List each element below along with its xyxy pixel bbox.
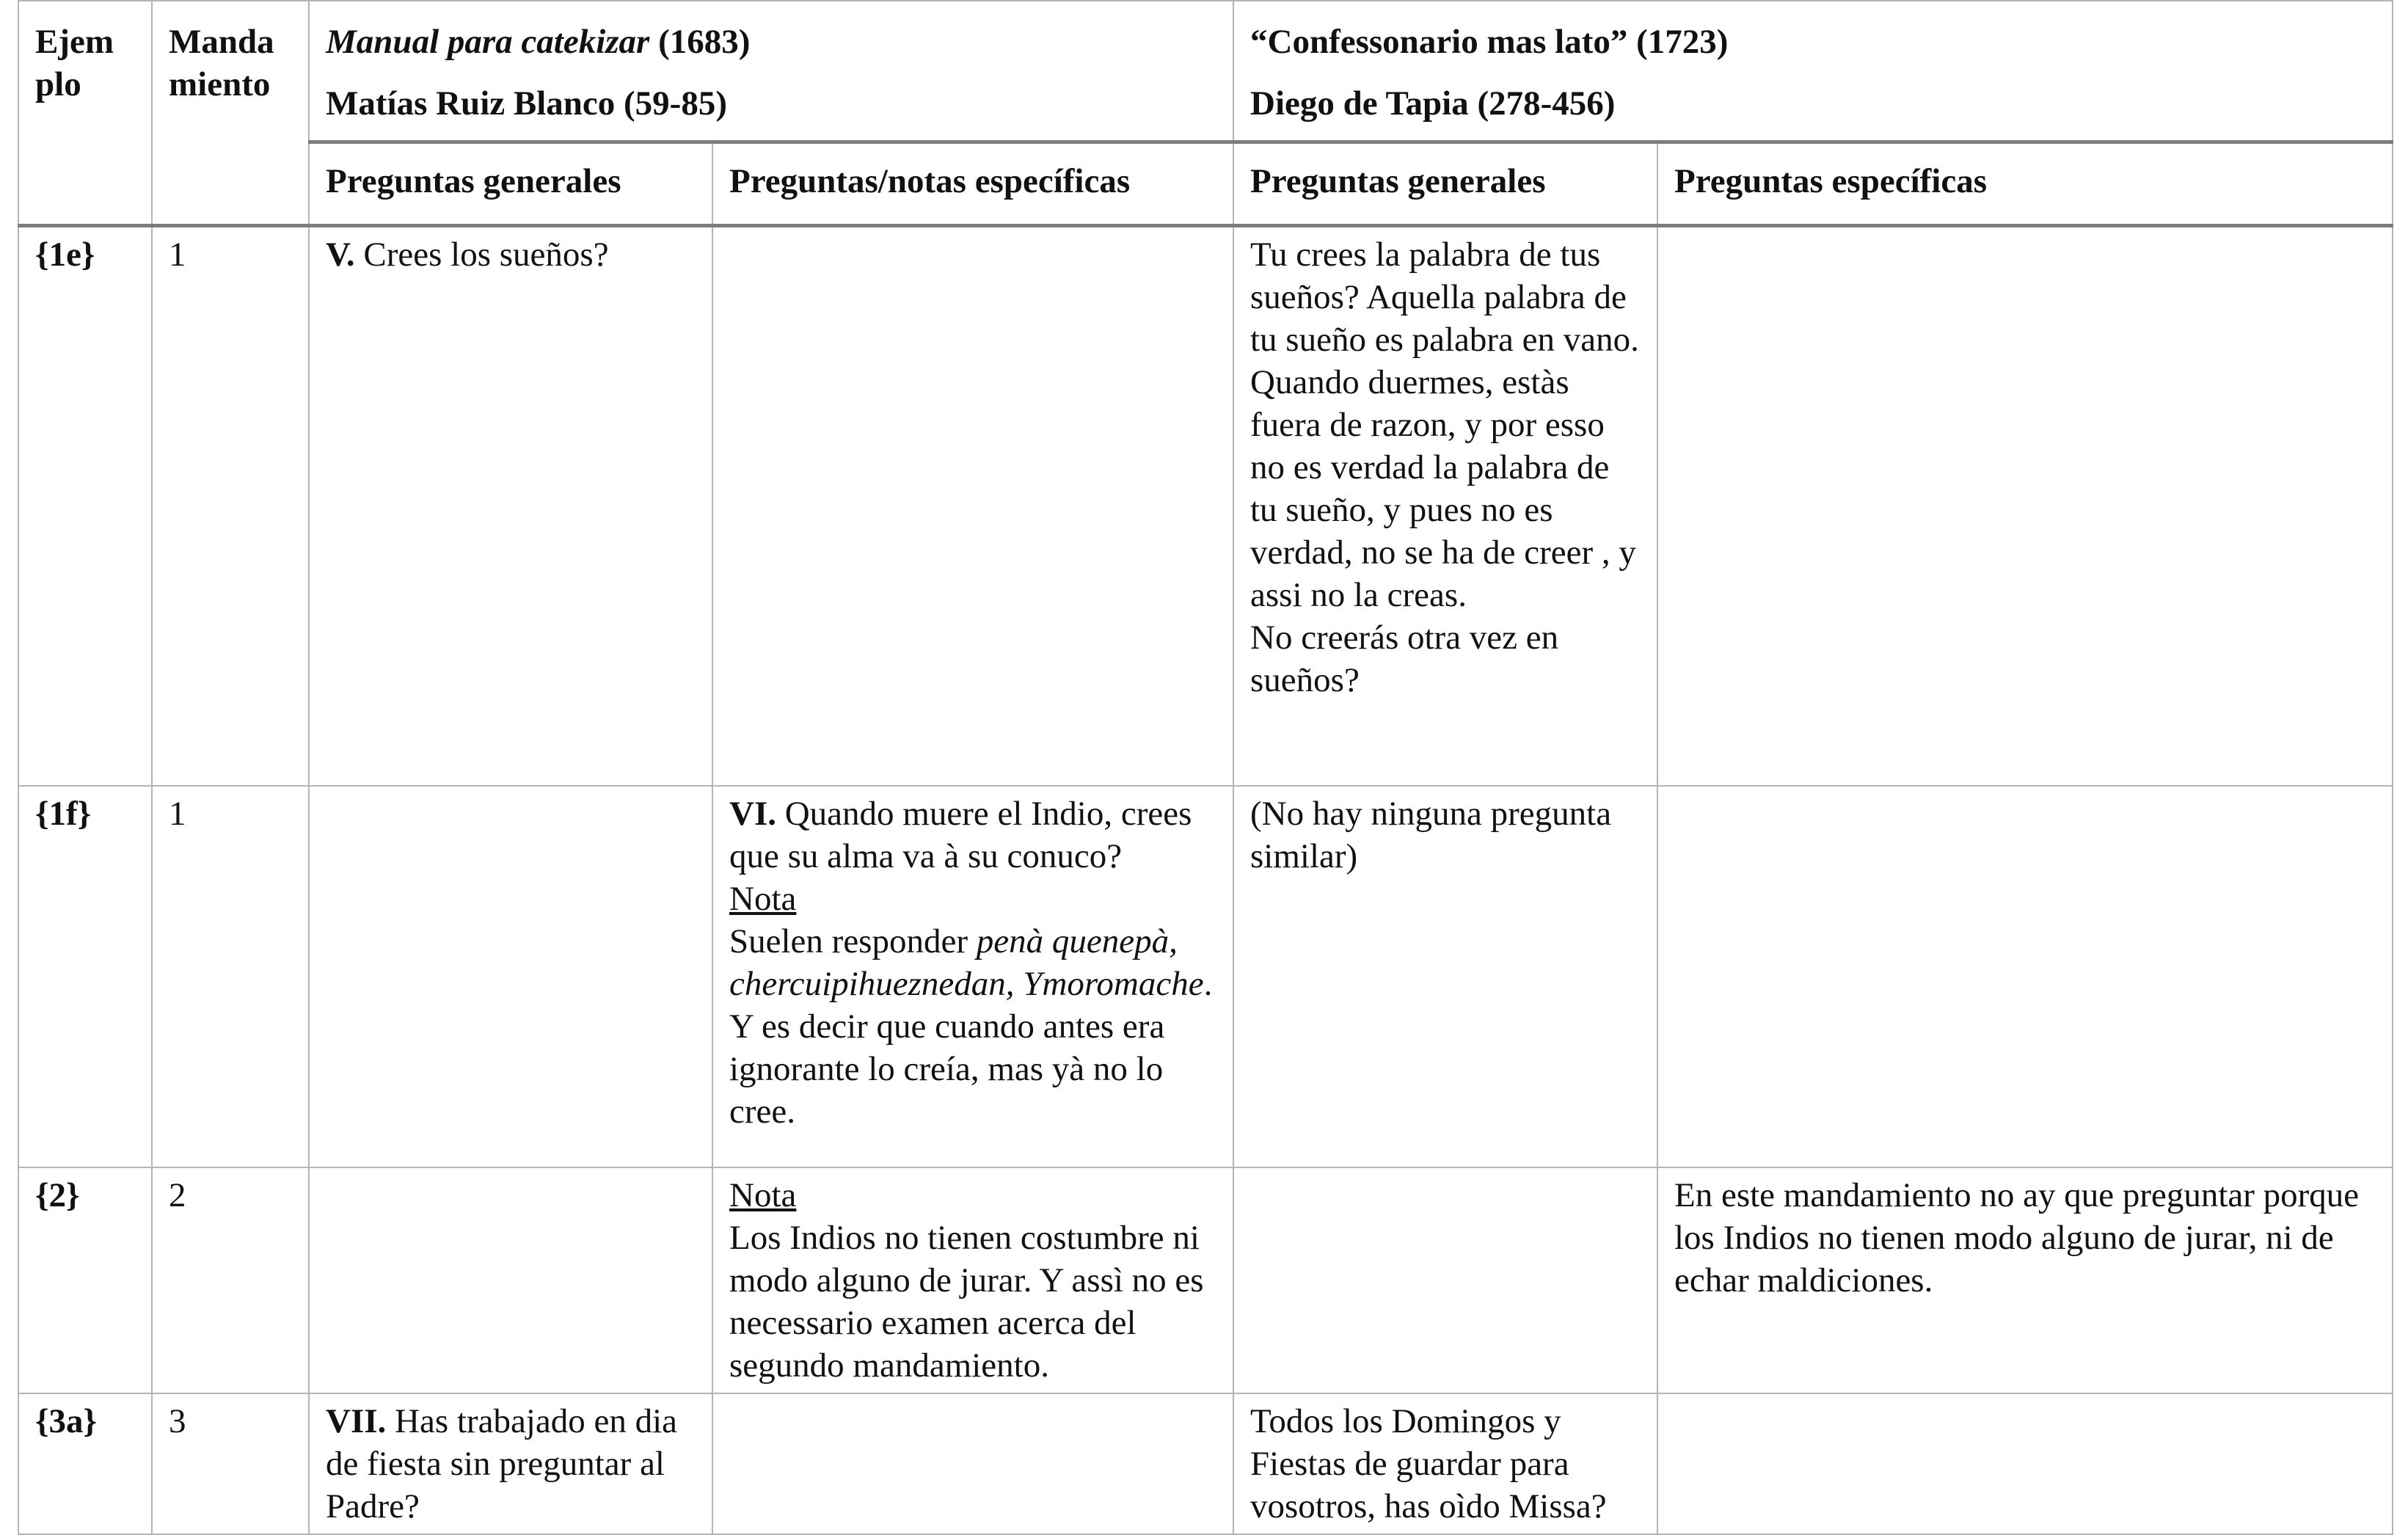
row-s1-general xyxy=(309,1393,712,1534)
nota-text xyxy=(729,920,1216,1133)
source2-title: “Confessonario mas lato” xyxy=(1250,23,1628,61)
header-ejemplo xyxy=(18,1,152,225)
question-text: Has trabajado en dia de fiesta sin preguntar al Padre? xyxy=(326,1402,678,1525)
question-number: VI. xyxy=(729,795,776,833)
header-s1-general: Preguntas generales xyxy=(309,142,712,225)
row-s2-general xyxy=(1233,1167,1657,1393)
header-row-sources xyxy=(18,1,2393,142)
table-row xyxy=(18,1167,2393,1393)
s2-paragraph: No creerás otra vez en sueños? xyxy=(1250,618,1559,699)
row-s2-specific: En este mandamiento no ay que preguntar porque los Indios no tienen modo alguno de jurar, ni de echar maldiciones. xyxy=(1657,1167,2393,1393)
header-s1-specific: Preguntas/notas específicas xyxy=(712,142,1233,225)
row-s2-general: Todos los Domingos y Fiestas de guardar para vosotros, has oìdo Missa? xyxy=(1233,1393,1657,1534)
question-text: Quando muere el Indio, crees que su alma va à su conuco? xyxy=(729,795,1192,875)
nota-label: Nota xyxy=(729,1176,797,1214)
nota-pre: Suelen responder xyxy=(729,922,977,960)
row-s2-specific xyxy=(1657,786,2393,1167)
row-id: {1e} xyxy=(18,225,152,786)
source2-year: (1723) xyxy=(1627,23,1729,61)
row-id: {2} xyxy=(18,1167,152,1393)
table-row xyxy=(18,786,2393,1167)
question xyxy=(729,792,1216,878)
source2-title-line xyxy=(1250,21,2376,63)
row-s2-specific xyxy=(1657,1393,2393,1534)
s2-paragraph: Quando duermes, estàs fuera de razon, y por esso no es verdad la palabra de tu sueño, y pues no es verdad, no se ha de creer , y assi no la creas. xyxy=(1250,362,1636,614)
header-source-tapia xyxy=(1233,1,2393,142)
nota-text: Los Indios no tienen costumbre ni modo alguno de jurar. Y assì no es necessario examen acerca del segundo mandamiento. xyxy=(729,1219,1204,1385)
question-number: V. xyxy=(326,235,355,274)
row-mandamiento: 1 xyxy=(152,225,309,786)
source1-year: (1683) xyxy=(649,23,751,61)
comparison-table xyxy=(18,0,2393,1535)
header-s2-general: Preguntas generales xyxy=(1233,142,1657,225)
row-s2-specific xyxy=(1657,225,2393,786)
s2-paragraph: Tu crees la palabra de tus sueños? Aquella palabra de tu sueño es palabra en vano. xyxy=(1250,235,1639,359)
row-s2-general: (No hay ninguna pregunta similar) xyxy=(1233,786,1657,1167)
question-text: Crees los sueños? xyxy=(354,235,609,274)
row-s1-specific xyxy=(712,1393,1233,1534)
source1-author: Matías Ruiz Blanco (59-85) xyxy=(326,84,727,123)
source1-title: Manual para catekizar xyxy=(326,23,650,61)
source2-author: Diego de Tapia (278-456) xyxy=(1250,84,1616,123)
header-row-subcolumns xyxy=(18,142,2393,225)
header-ejemplo-label: Ejem plo xyxy=(35,23,114,103)
question-number: VII. xyxy=(326,1402,387,1440)
header-mandamiento-label: Manda miento xyxy=(169,23,274,103)
nota-label: Nota xyxy=(729,880,797,918)
row-s1-specific xyxy=(712,786,1233,1167)
row-mandamiento: 3 xyxy=(152,1393,309,1534)
row-s2-general xyxy=(1233,225,1657,786)
row-s1-specific xyxy=(712,225,1233,786)
row-id: {3a} xyxy=(18,1393,152,1534)
header-s2-specific: Preguntas específicas xyxy=(1657,142,2393,225)
table-row xyxy=(18,1393,2393,1534)
row-s1-general xyxy=(309,225,712,786)
row-s1-specific xyxy=(712,1167,1233,1393)
row-s1-general xyxy=(309,786,712,1167)
row-s1-general xyxy=(309,1167,712,1393)
nota-quote: penà quenepà, chercuipihueznedan, Ymoromache xyxy=(729,922,1204,1003)
header-source-ruiz-blanco xyxy=(309,1,1233,142)
row-mandamiento: 2 xyxy=(152,1167,309,1393)
header-mandamiento xyxy=(152,1,309,225)
nota-post: . Y es decir que cuando antes era ignorante lo creía, mas yà no lo cree. xyxy=(729,965,1213,1131)
source1-title-line xyxy=(326,21,1216,63)
row-id: {1f} xyxy=(18,786,152,1167)
table-row xyxy=(18,225,2393,786)
row-mandamiento: 1 xyxy=(152,786,309,1167)
